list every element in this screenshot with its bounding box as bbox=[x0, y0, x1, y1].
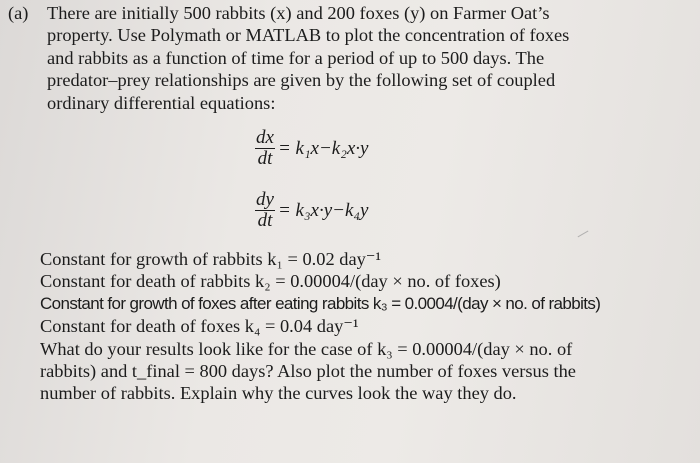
pencil-mark bbox=[574, 224, 589, 238]
question-line: rabbits) and t_final = 800 days? Also plot the number of foxes versus the bbox=[40, 361, 576, 382]
constant-k1: Constant for growth of rabbits k₁ = 0.02 day⁻¹ bbox=[40, 249, 382, 269]
equation-rhs: = k₃x·y−k₄y bbox=[277, 199, 369, 221]
fraction-denominator: dt bbox=[257, 210, 273, 231]
equation-foxes bbox=[255, 190, 368, 231]
intro-line: and rabbits as a function of time for a period of up to 500 days. The bbox=[47, 47, 545, 68]
equation-rabbits bbox=[255, 128, 368, 169]
fraction-denominator: dt bbox=[257, 148, 273, 169]
intro-line: predator–prey relationships are given by the following set of coupled bbox=[47, 70, 556, 91]
fraction-numerator: dy bbox=[256, 189, 274, 210]
intro-line: ordinary differential equations: bbox=[47, 92, 276, 113]
question-line: What do your results look like for the case of k₃ = 0.00004/(day × no. of bbox=[40, 338, 573, 359]
derivative-dx-dt bbox=[255, 128, 275, 169]
problem-statement bbox=[8, 2, 688, 114]
intro-line: There are initially 500 rabbits (x) and 200 foxes (y) on Farmer Oat’s bbox=[47, 3, 550, 23]
constants-block bbox=[40, 248, 690, 405]
intro-line: property. Use Polymath or MATLAB to plot the concentration of foxes bbox=[47, 25, 570, 46]
problem-line-1 bbox=[8, 2, 688, 24]
question-line: number of rabbits. Explain why the curves look the way they do. bbox=[40, 383, 517, 404]
constant-k3: Constant for growth of foxes after eating rabbits k₃ = 0.0004/(day × no. of rabbits) bbox=[40, 293, 601, 313]
problem-label: (a) bbox=[8, 3, 29, 23]
fraction-numerator: dx bbox=[256, 127, 274, 148]
equation-rhs: = k₁x−k₂x·y bbox=[277, 137, 369, 159]
constant-k2: Constant for death of rabbits k₂ = 0.00004/(day × no. of foxes) bbox=[40, 271, 501, 292]
constant-k4: Constant for death of foxes k₄ = 0.04 day⁻¹ bbox=[40, 316, 359, 337]
derivative-dy-dt bbox=[255, 190, 275, 231]
